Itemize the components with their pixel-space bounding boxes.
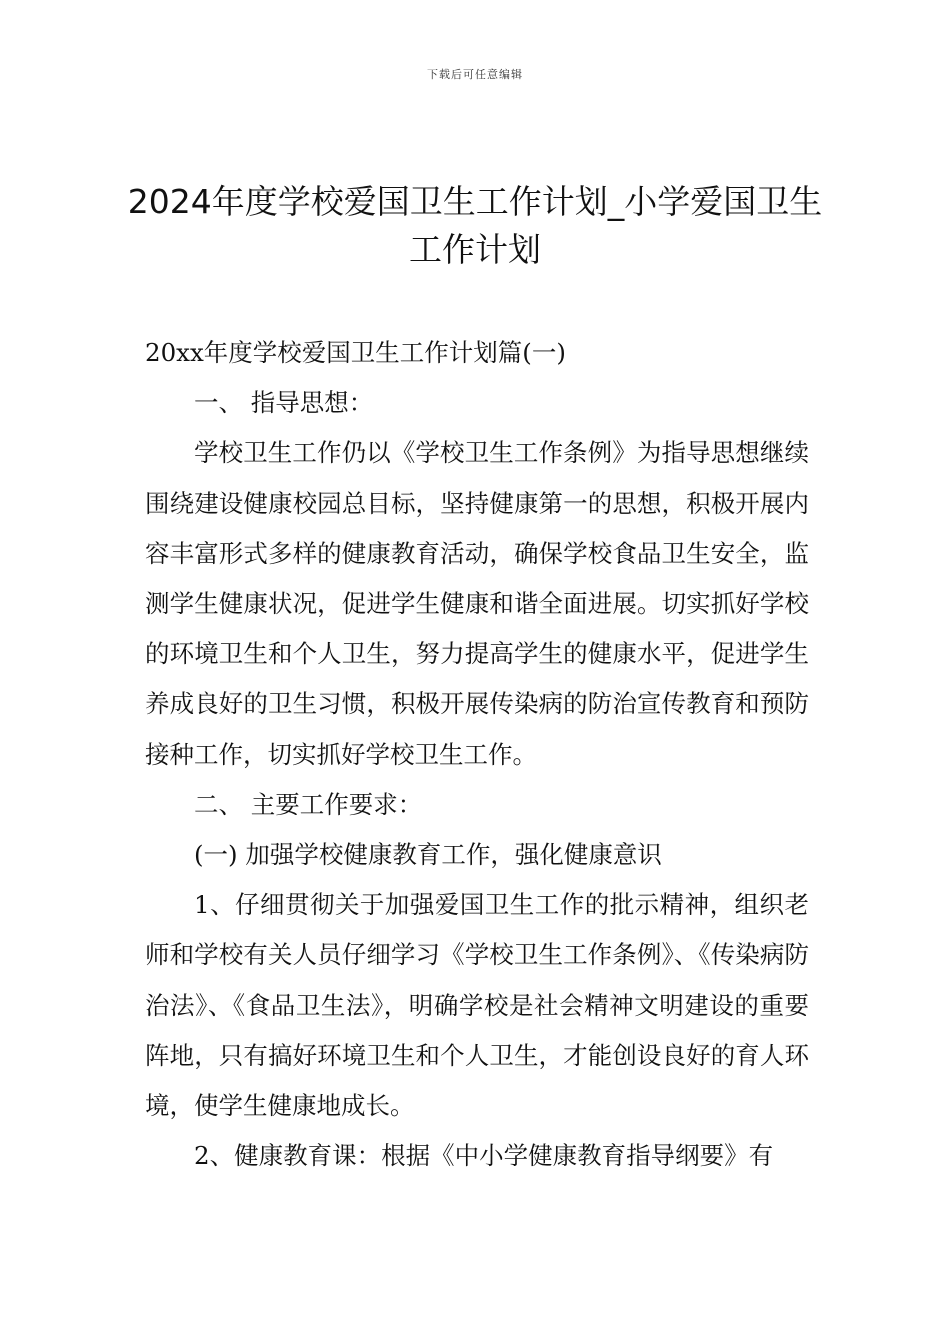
document-body <box>145 328 809 1181</box>
section-heading-main-requirements: 二、 主要工作要求： <box>194 789 423 819</box>
header-note: 下载后可任意编辑 <box>427 68 523 81</box>
subsection-heading-health-education: (一) 加强学校健康教育工作，强化健康意识 <box>194 840 662 870</box>
section-heading-guiding-ideology: 一、 指导思想： <box>194 388 374 418</box>
subtitle: 20xx年度学校爱国卫生工作计划篇(一) <box>145 338 566 367</box>
paragraph-item-2: 2、健康教育课：根据《中小学健康教育指导纲要》有 <box>194 1141 774 1171</box>
document-title: 2024年度学校爱国卫生工作计划_小学爱国卫生工作计划 <box>127 182 823 269</box>
paragraph-guiding-ideology: 学校卫生工作仍以《学校卫生工作条例》为指导思想继续围绕建设健康校园总目标，坚持健康第一的思想，积极开展内容丰富形式多样的健康教育活动，确保学校食品卫生安全，监测学生健康状况，促进学生健康和谐全面进展。切实抓好学校的环境卫生和个人卫生，努力提高学生的健康水平，促进学生养成良好的卫生习惯，积极开展传染病的防治宣传教育和预防接种工作，切实抓好学校卫生工作。 <box>145 438 809 769</box>
paragraph-item-1: 1、仔细贯彻关于加强爱国卫生工作的批示精神，组织老师和学校有关人员仔细学习《学校卫生工作条例》、《传染病防治法》、《食品卫生法》，明确学校是社会精神文明建设的重要阵地，只有搞好环境卫生和个人卫生，才能创设良好的育人环境，使学生健康地成长。 <box>145 890 809 1121</box>
